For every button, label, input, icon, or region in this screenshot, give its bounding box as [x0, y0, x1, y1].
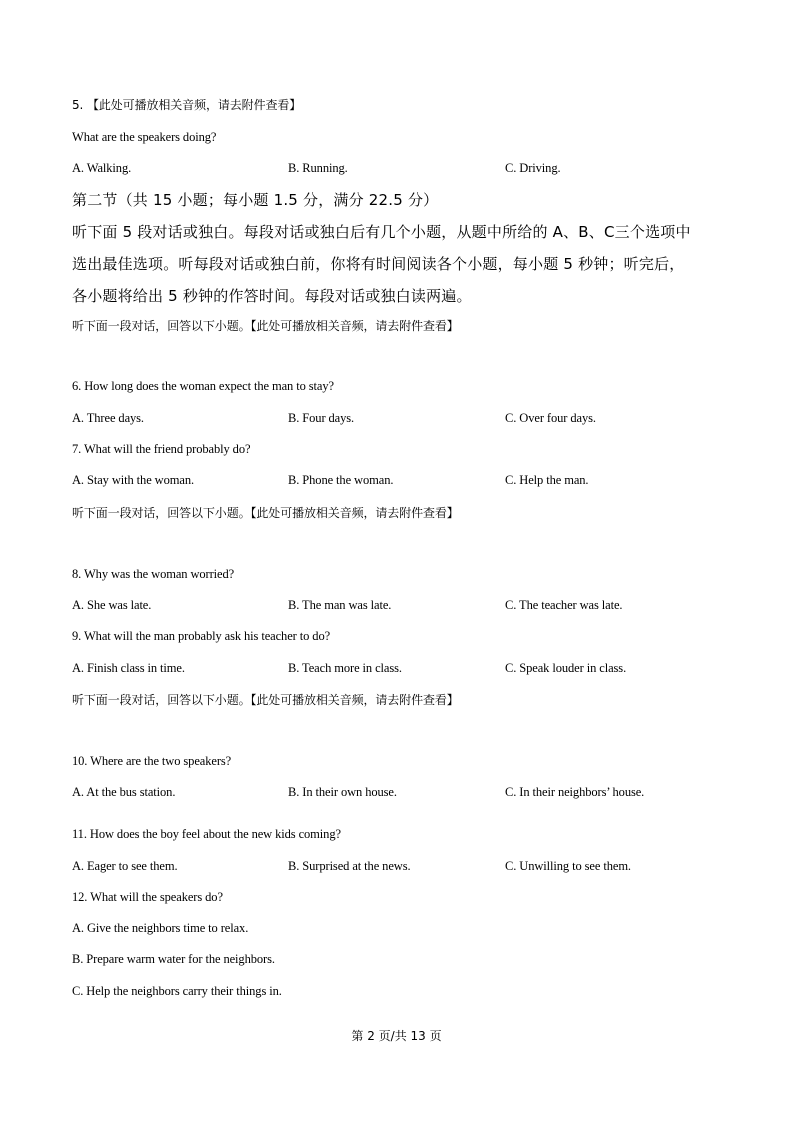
q5-question: What are the speakers doing? [72, 130, 217, 144]
q12-question: 12. What will the speakers do? [72, 890, 223, 904]
section2-instruction-line-3: 各小题将给出 5 秒钟的作答时间。每段对话或独白读两遍。 [72, 287, 472, 305]
dialog3-prompt: 听下面一段对话，回答以下小题。【此处可播放相关音频，请去附件查看】 [72, 693, 459, 707]
q6-option-b: B. Four days. [288, 411, 355, 425]
q11-question: 11. How does the boy feel about the new kids coming? [72, 827, 341, 841]
page-footer: 第 2 页/共 13 页 [351, 1029, 442, 1043]
q10-option-c: C. In their neighbors’ house. [505, 785, 645, 799]
q7-option-a: A. Stay with the woman. [72, 473, 194, 487]
q5-option-a: A. Walking. [72, 161, 132, 175]
q10-option-a: A. At the bus station. [72, 785, 176, 799]
q6-question: 6. How long does the woman expect the man to stay? [72, 379, 334, 393]
q12-option-c: C. Help the neighbors carry their things in. [72, 984, 282, 998]
q8-question: 8. Why was the woman worried? [72, 567, 235, 581]
q12-option-a: A. Give the neighbors time to relax. [72, 921, 249, 935]
q11-option-c: C. Unwilling to see them. [505, 859, 631, 873]
q8-option-a: A. She was late. [72, 598, 152, 612]
q6-option-a: A. Three days. [72, 411, 144, 425]
q6-option-c: C. Over four days. [505, 411, 596, 425]
q11-option-b: B. Surprised at the news. [288, 859, 411, 873]
q9-question: 9. What will the man probably ask his teacher to do? [72, 629, 331, 643]
dialog2-prompt: 听下面一段对话，回答以下小题。【此处可播放相关音频，请去附件查看】 [72, 506, 459, 520]
q10-question: 10. Where are the two speakers? [72, 754, 232, 768]
dialog1-prompt: 听下面一段对话，回答以下小题。【此处可播放相关音频，请去附件查看】 [72, 319, 459, 333]
q8-option-c: C. The teacher was late. [505, 598, 623, 612]
q9-option-c: C. Speak louder in class. [505, 661, 627, 675]
q5-option-c: C. Driving. [505, 161, 561, 175]
q7-question: 7. What will the friend probably do? [72, 442, 251, 456]
section2-instruction-line-1: 听下面 5 段对话或独白。每段对话或独白后有几个小题，从题中所给的 A、B、C三个选项中 [72, 223, 691, 241]
q9-option-b: B. Teach more in class. [288, 661, 402, 675]
section2-instruction-line-2: 选出最佳选项。听每段对话或独白前，你将有时间阅读各个小题，每小题 5 秒钟；听完后， [72, 255, 685, 273]
q5-option-b: B. Running. [288, 161, 348, 175]
q11-option-a: A. Eager to see them. [72, 859, 178, 873]
q7-option-b: B. Phone the woman. [288, 473, 394, 487]
q7-option-c: C. Help the man. [505, 473, 589, 487]
q10-option-b: B. In their own house. [288, 785, 397, 799]
q12-option-b: B. Prepare warm water for the neighbors. [72, 952, 275, 966]
q5-header: 5. 【此处可播放相关音频，请去附件查看】 [72, 98, 302, 112]
q9-option-a: A. Finish class in time. [72, 661, 185, 675]
q8-option-b: B. The man was late. [288, 598, 392, 612]
section2-title: 第二节（共 15 小题；每小题 1.5 分，满分 22.5 分） [72, 191, 439, 209]
